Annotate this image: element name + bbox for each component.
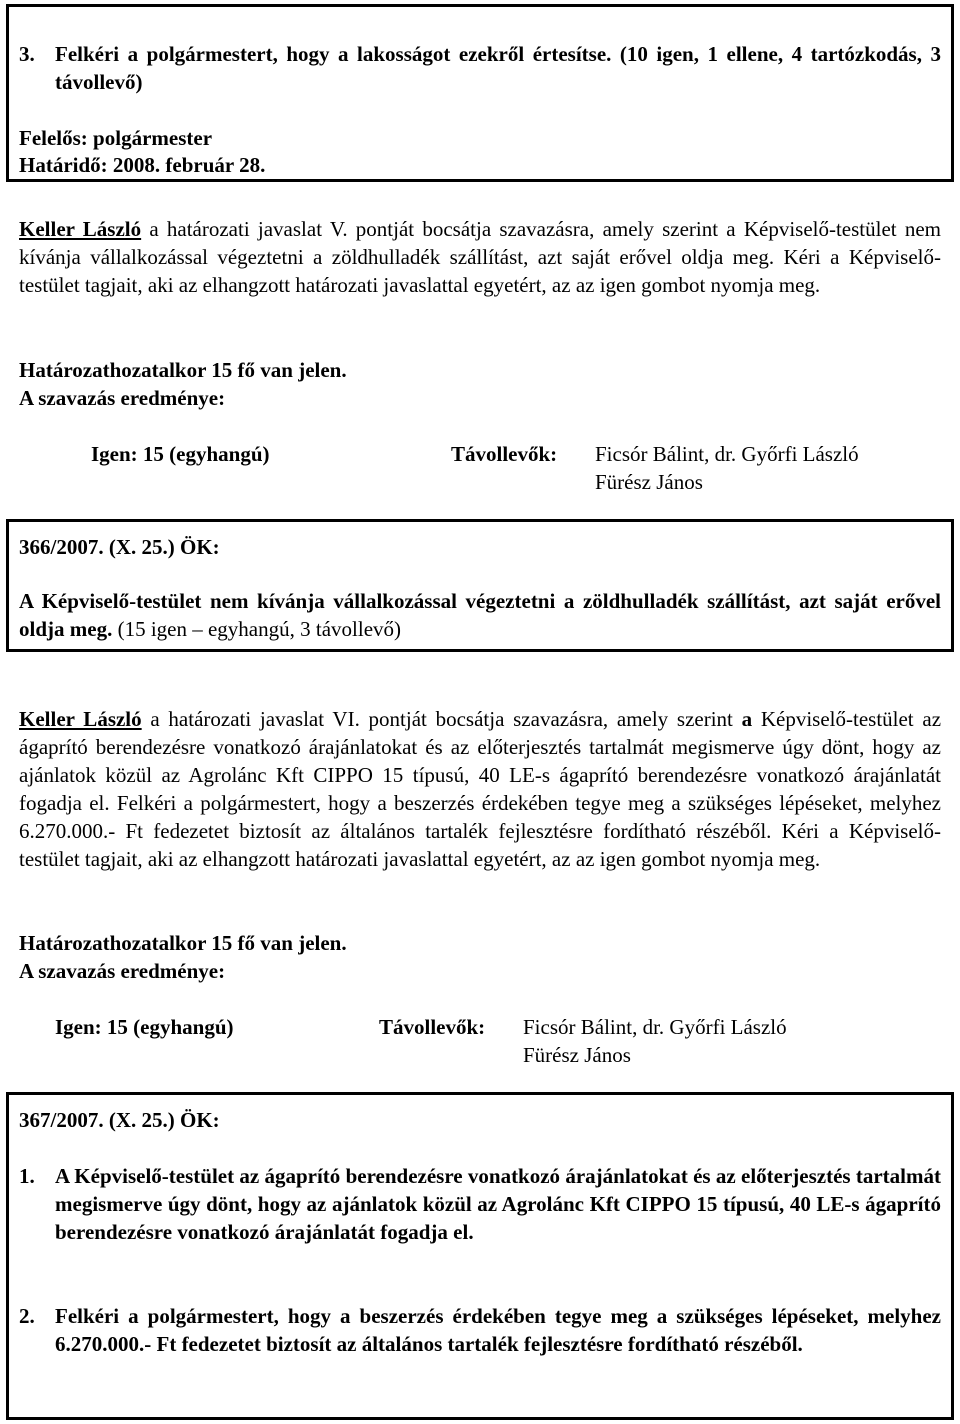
item-number: 3. bbox=[19, 42, 35, 66]
proposal-paragraph bbox=[19, 215, 941, 299]
resolution-item-2 bbox=[19, 1302, 941, 1358]
result-label: A szavazás eredménye: bbox=[19, 386, 226, 410]
resolution-vote-note: (15 igen – egyhangú, 3 távollevő) bbox=[112, 617, 402, 641]
speaker-name: Keller László bbox=[19, 707, 142, 731]
absent-names-cont: Fürész János bbox=[523, 1043, 631, 1067]
quorum-line: Határozathozatalkor 15 fő van jelen. bbox=[19, 931, 347, 955]
proposal-text-b: Képviselő-testület az ágaprító berendezésre vonatkozó árajánlatokat és az előterjesztés tartalmát megismerve úgy dönt, hogy az ajánlatok közül az Agrolánc Kft CIPPO 15 típusú, 40 LE-s ágaprító berendezésre vonatkozó árajánlatát fogadja el. Felkéri a polgármestert, hogy a beszerzés érdekében tegye meg a szükséges lépéseket, melyhez 6.270.000.- Ft fedezetet biztosít az általános tartalék fejlesztésre fordítható részéből. Kéri a Képviselő-testület tagjait, aki az elhangzott határozati javaslattal egyetért, az az igen gombot nyomja meg. bbox=[19, 707, 942, 871]
absent-label: Távollevők: bbox=[379, 1015, 486, 1039]
proposal-paragraph-6 bbox=[19, 705, 941, 873]
speaker-name: Keller László bbox=[19, 217, 142, 241]
absent-label: Távollevők: bbox=[451, 442, 558, 466]
resolution-number: 367/2007. (X. 25.) ÖK: bbox=[19, 1108, 220, 1132]
quorum-line: Határozathozatalkor 15 fő van jelen. bbox=[19, 358, 347, 382]
resolution-box-367 bbox=[6, 1092, 954, 1420]
result-label: A szavazás eredménye: bbox=[19, 959, 226, 983]
votes-summary: Igen: 15 (egyhangú) bbox=[55, 1015, 234, 1039]
resolution-item-3 bbox=[19, 40, 941, 96]
absent-names-cont: Fürész János bbox=[595, 470, 703, 494]
item-text: Felkéri a polgármestert, hogy a beszerzés érdekében tegye meg a szükséges lépéseket, melyhez 6.270.000.- Ft fedezetet biztosít az általános tartalék fejlesztésre fordítható részéből. bbox=[55, 1304, 941, 1356]
proposal-text: a határozati javaslat V. pontját bocsátja szavazásra, amely szerint a Képviselő-testület nem kívánja vállalkozással végeztetni a zöldhulladék szállítást, azt saját erővel oldja meg. Kéri a Képviselő-testület tagjait, aki az elhangzott határozati javaslattal egyetért, az az igen gombot nyomja meg. bbox=[19, 217, 942, 297]
absent-names: Ficsór Bálint, dr. Győrfi László bbox=[523, 1015, 787, 1039]
resolution-item-1 bbox=[19, 1162, 941, 1246]
item-text: A Képviselő-testület az ágaprító berendezésre vonatkozó árajánlatokat és az előterjesztés tartalmát megismerve úgy dönt, hogy az ajánlatok közül az Agrolánc Kft CIPPO 15 típusú, 40 LE-s ágaprító berendezésre vonatkozó árajánlatát fogadja el. bbox=[55, 1164, 941, 1244]
votes-summary: Igen: 15 (egyhangú) bbox=[91, 442, 270, 466]
responsible-line: Felelős: polgármester bbox=[19, 126, 213, 150]
resolution-number: 366/2007. (X. 25.) ÖK: bbox=[19, 535, 220, 559]
resolution-text bbox=[19, 587, 941, 643]
proposal-text-a: a határozati javaslat VI. pontját bocsátja szavazásra, amely szerint bbox=[141, 707, 742, 731]
item-number: 2. bbox=[19, 1304, 35, 1328]
absent-names: Ficsór Bálint, dr. Győrfi László bbox=[595, 442, 859, 466]
proposal-text-a-bold: a bbox=[741, 707, 753, 731]
item-number: 1. bbox=[19, 1164, 35, 1188]
item-text: Felkéri a polgármestert, hogy a lakosságot ezekről értesítse. (10 igen, 1 ellene, 4 tartózkodás, 3 távollevő) bbox=[55, 42, 941, 94]
deadline-line: Határidő: 2008. február 28. bbox=[19, 153, 266, 177]
resolution-text-bold: A Képviselő-testület nem kívánja vállalkozással végeztetni a zöldhulladék szállítást, azt saját erővel oldja meg. bbox=[19, 589, 941, 641]
